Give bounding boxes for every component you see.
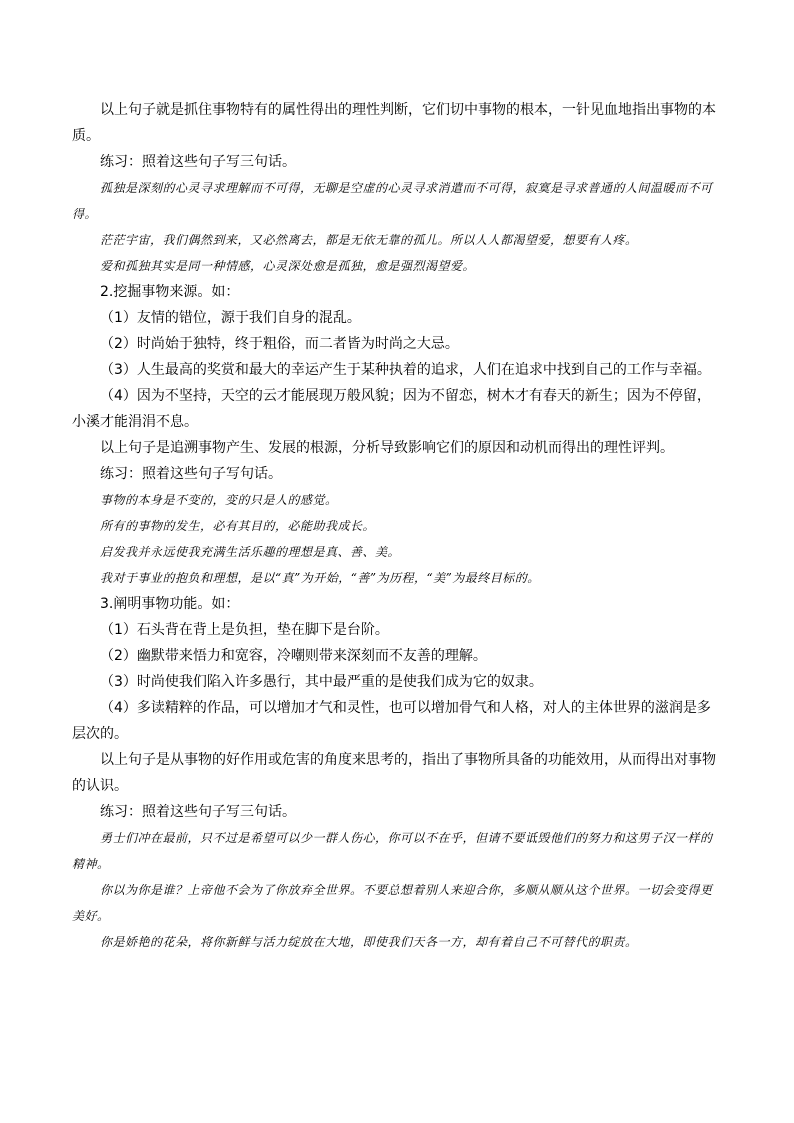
example-item: （2）时尚始于独特，终于粗俗，而二者皆为时尚之大忌。	[100, 336, 459, 352]
handwritten-answer: 茫茫宇宙，我们偶然到来，又必然离去，都是无依无靠的孤儿。所以人人都渴望爱，想要有人疼。	[100, 233, 638, 247]
handwritten-answer: 我对于事业的抱负和理想，是以“真”为开始，“善”为历程，“美”为最终目标的。	[100, 571, 540, 585]
analysis-paragraph: 以上句子是从事物的好作用或危害的角度来思考的，指出了事物所具备的功能效用，从而得出对事物的认识。	[72, 752, 716, 794]
example-item: （1）友情的错位，源于我们自身的混乱。	[100, 310, 361, 326]
handwritten-answer: 爱和孤独其实是同一种情感，心灵深处愈是孤独，愈是强烈渴望爱。	[100, 259, 476, 273]
handwritten-answer: 孤独是深刻的心灵寻求理解而不可得，无聊是空虚的心灵寻求消遣而不可得，寂寞是寻求普通的人间温暖而不可得。	[72, 181, 713, 221]
practice-prompt: 练习：照着这些句子写三句话。	[100, 804, 296, 820]
handwritten-answer: 你以为你是谁？上帝他不会为了你放弃全世界。不要总想着别人来迎合你，多顺从顺从这个世界。一切会变得更美好。	[72, 883, 713, 923]
example-item: （3）人生最高的奖赏和最大的幸运产生于某种执着的追求，人们在追求中找到自己的工作与幸福。	[100, 362, 711, 378]
handwritten-answer: 事物的本身是不变的，变的只是人的感觉。	[100, 493, 338, 507]
practice-prompt: 练习：照着这些句子写三句话。	[100, 154, 296, 170]
example-item: （2）幽默带来悟力和宽容，冷嘲则带来深刻而不友善的理解。	[100, 648, 487, 664]
practice-prompt: 练习：照着这些句子写句话。	[100, 466, 282, 482]
handwritten-answer: 所有的事物的发生，必有其目的，必能助我成长。	[100, 519, 376, 533]
section-heading: 3.阐明事物功能。如：	[100, 596, 240, 612]
example-item: （4）因为不坚持，天空的云才能展现万般风貌；因为不留恋，树木才有春天的新生；因为不停留，小溪才能涓涓不息。	[72, 388, 711, 430]
analysis-paragraph: 以上句子是追溯事物产生、发展的根源，分析导致影响它们的原因和动机而得出的理性评判。	[100, 440, 674, 456]
handwritten-answer: 你是娇艳的花朵，将你新鲜与活力绽放在大地，即使我们天各一方，却有着自己不可替代的职责。	[100, 935, 638, 949]
handwritten-answer: 启发我并永远使我充满生活乐趣的理想是真、善、美。	[100, 545, 401, 559]
analysis-paragraph: 以上句子就是抓住事物特有的属性得出的理性判断，它们切中事物的根本，一针见血地指出事物的本质。	[72, 102, 716, 144]
example-item: （4）多读精粹的作品，可以增加才气和灵性，也可以增加骨气和人格，对人的主体世界的滋润是多层次的。	[72, 700, 711, 742]
example-item: （1）石头背在背上是负担，垫在脚下是台阶。	[100, 622, 389, 638]
example-item: （3）时尚使我们陷入许多愚行，其中最严重的是使我们成为它的奴隶。	[100, 674, 543, 690]
document-body	[72, 97, 722, 955]
handwritten-answer: 勇士们冲在最前，只不过是希望可以少一群人伤心，你可以不在乎，但请不要诋毁他们的努力和这男子汉一样的精神。	[72, 831, 713, 871]
section-heading: 2.挖掘事物来源。如：	[100, 284, 240, 300]
